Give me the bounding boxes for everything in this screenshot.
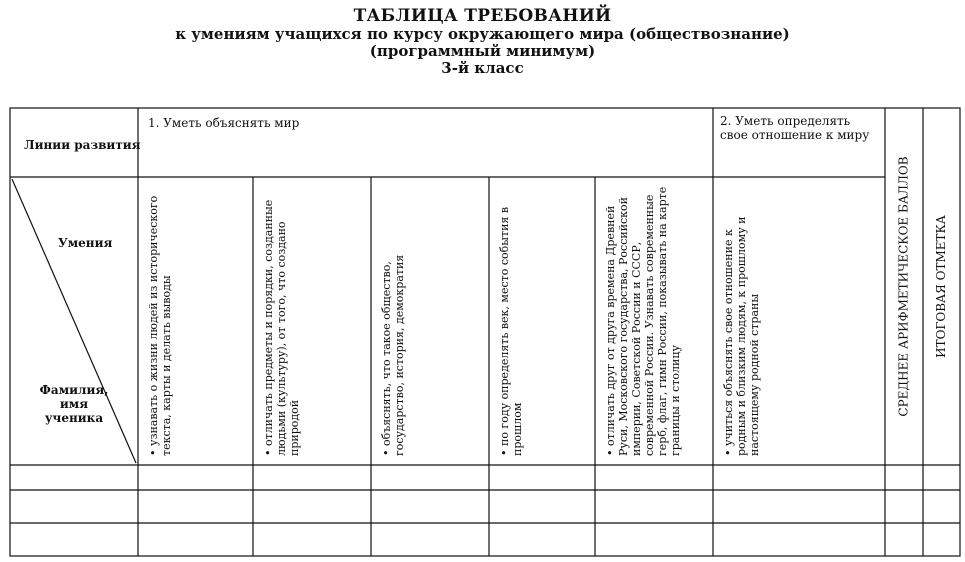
skill-text-5: • отличать друг от друга времена Древней Руси, Московского государства, Российской империи, Советской России и СССР, современной России. Узнавать современные герб, флаг, гимн России, показывать на карте границы и столицу (604, 186, 682, 456)
group-header-explain: 1. Уметь объяснять мир (148, 116, 300, 130)
average-score-cell (886, 109, 922, 464)
row-header-pupil-line2: имя ученика (44, 397, 104, 425)
document-subtitle-program: (программный минимум) (369, 42, 596, 60)
group-header-attitude-line1: 2. Уметь определять (720, 114, 851, 128)
skill-text-1: • узнавать о жизни людей из исторического текста, карты и делать выводы (147, 195, 173, 456)
group-header-attitude-line2: свое отношение к миру (720, 128, 870, 142)
skill-cell-2 (254, 178, 370, 464)
document-subtitle: к умениям учащихся по курсу окружающего мира (обществознание) (175, 25, 790, 43)
document-title: ТАБЛИЦА ТРЕБОВАНИЙ (353, 6, 612, 26)
average-score-header: СРЕДНЕЕ АРИФМЕТИЧЕСКОЕ БАЛЛОВ (896, 156, 911, 417)
skill-cell-6 (714, 178, 884, 464)
skill-cell-3 (372, 178, 488, 464)
group-header-attitude (720, 114, 869, 142)
skill-cell-4 (490, 178, 594, 464)
skill-cell-1 (139, 178, 252, 464)
skill-text-3: • объяснять, что такое общество, государство, история, демократия (380, 254, 406, 456)
row-header-pupil (34, 383, 114, 425)
skill-text-2: • отличать предметы и порядки, созданные людьми (культуру), от того, что создано природой (262, 199, 301, 456)
final-grade-cell (924, 109, 959, 464)
skill-text-6: • учиться объяснять свое отношение к родным и близким людям, к прошлому и настоящему родной страны (722, 216, 761, 456)
skill-text-4: • по году определять век, место события в прошлом (498, 206, 524, 456)
document-grade: 3-й класс (441, 59, 524, 77)
final-grade-header: ИТОГОВАЯ ОТМЕТКА (934, 215, 948, 358)
row-header-lines: Линии развития (24, 138, 141, 152)
skill-cell-5 (596, 178, 712, 464)
row-header-skills: Умения (58, 236, 113, 250)
row-header-pupil-line1: Фамилия, (39, 383, 109, 397)
